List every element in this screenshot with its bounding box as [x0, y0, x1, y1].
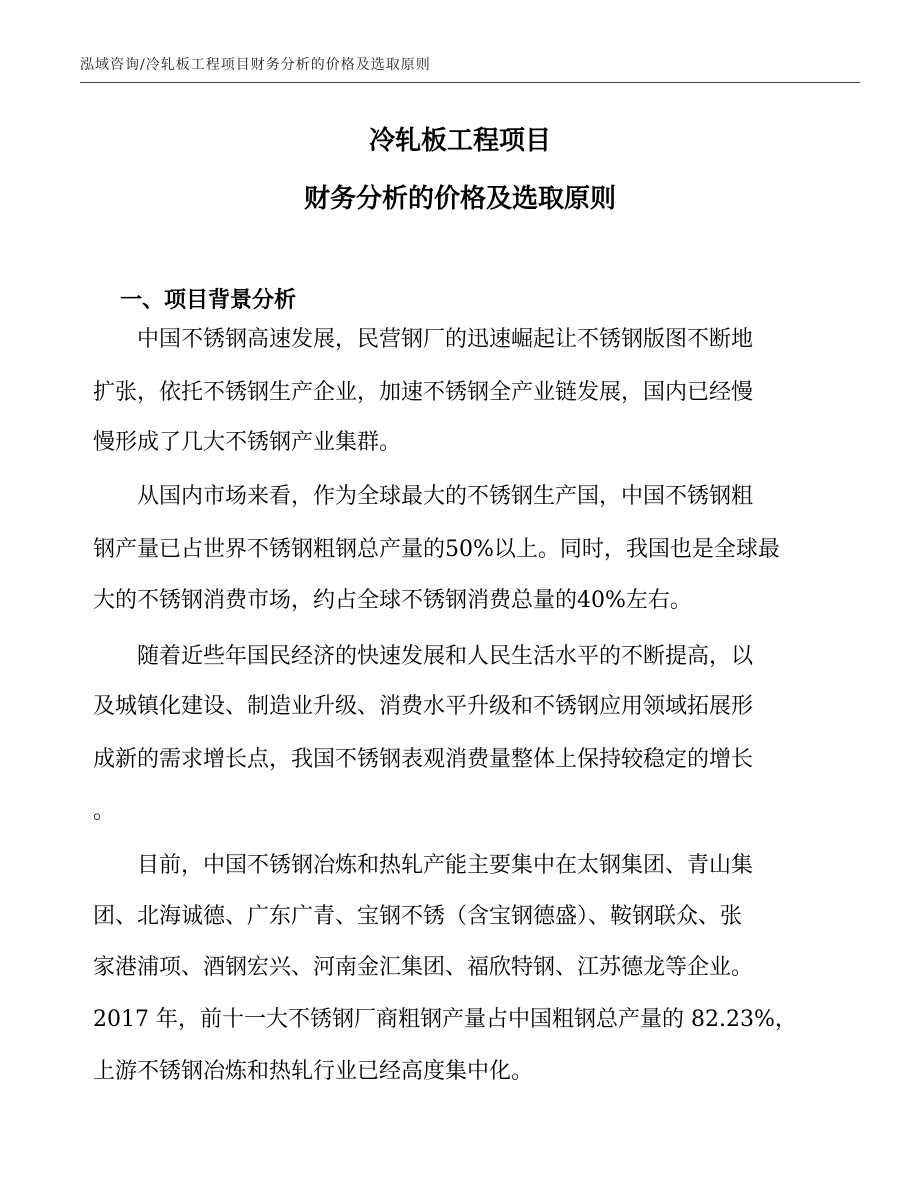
- paragraph-line: 团、北海诚德、广东广青、宝钢不锈（含宝钢德盛）、鞍钢联众、张: [93, 904, 743, 929]
- paragraph-line: 及城镇化建设、制造业升级、消费水平升级和不锈钢应用领域拓展形: [93, 694, 754, 719]
- header-divider: [80, 82, 860, 83]
- paragraph-line: 。: [93, 799, 116, 824]
- paragraph-line: 上游不锈钢冶炼和热轧行业已经高度集中化。: [93, 1059, 534, 1084]
- document-title-line1: 冷轧板工程项目: [368, 126, 551, 156]
- paragraph-line: 目前，中国不锈钢冶炼和热轧产能主要集中在太钢集团、青山集: [137, 853, 754, 878]
- paragraph-line: 大的不锈钢消费市场，约占全球不锈钢消费总量的40%左右。: [93, 588, 692, 613]
- document-title-line2: 财务分析的价格及选取原则: [303, 184, 616, 214]
- paragraph-line: 家港浦项、酒钢宏兴、河南金汇集团、福欣特钢、江苏德龙等企业。: [93, 955, 754, 980]
- paragraph-line: 成新的需求增长点，我国不锈钢表观消费量整体上保持较稳定的增长: [93, 747, 754, 772]
- paragraph-line: 从国内市场来看，作为全球最大的不锈钢生产国，中国不锈钢粗: [137, 484, 754, 509]
- paragraph-line: 2017 年，前十一大不锈钢厂商粗钢产量占中国粗钢总产量的 82.23%，: [93, 1007, 797, 1032]
- paragraph-line: 扩张，依托不锈钢生产企业，加速不锈钢全产业链发展，国内已经慢: [93, 380, 754, 405]
- paragraph-line: 钢产量已占世界不锈钢粗钢总产量的50%以上。同时，我国也是全球最: [93, 537, 780, 562]
- section-heading: 一、项目背景分析: [120, 288, 297, 313]
- paragraph-line: 中国不锈钢高速发展，民营钢厂的迅速崛起让不锈钢版图不断地: [137, 327, 754, 352]
- running-header: 泓域咨询/冷轧板工程项目财务分析的价格及选取原则: [80, 57, 431, 73]
- paragraph-line: 慢形成了几大不锈钢产业集群。: [93, 430, 402, 455]
- paragraph-line: 随着近些年国民经济的快速发展和人民生活水平的不断提高，以: [137, 644, 754, 669]
